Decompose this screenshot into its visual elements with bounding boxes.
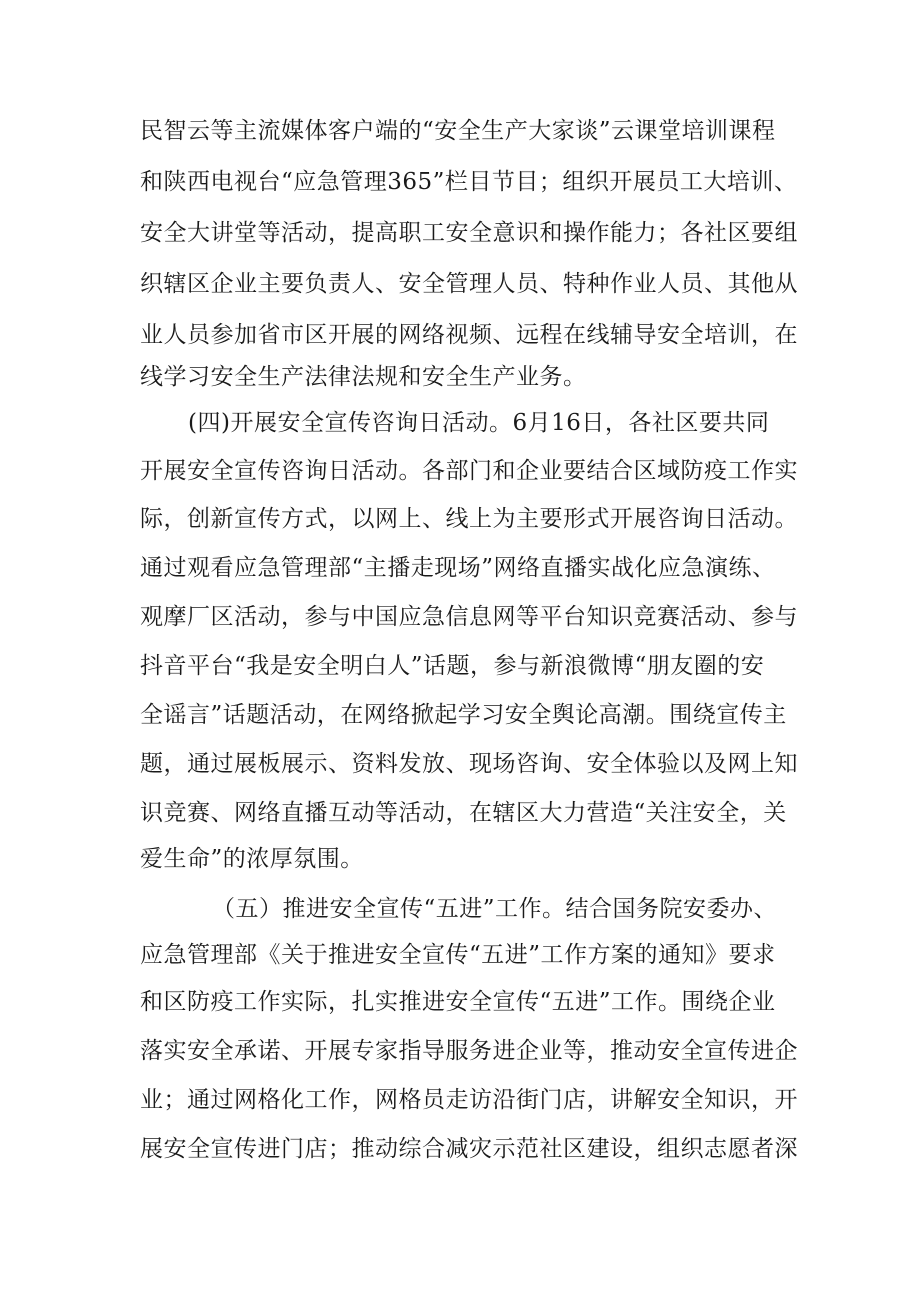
- text-line: 观摩厂区活动，参与中国应急信息网等平台知识竞赛活动、参与: [140, 604, 798, 630]
- text-line: 业人员参加省市区开展的网络视频、远程在线辅导安全培训，在: [140, 322, 798, 348]
- text-line: 线学习安全生产法律法规和安全生产业务。: [140, 364, 587, 390]
- text-line: 展安全宣传进门店；推动综合减灾示范社区建设，组织志愿者深: [140, 1136, 798, 1162]
- text-line: 和陕西电视台“应急管理365”栏目节目；组织开展员工大培训、: [140, 169, 798, 195]
- text-line: 题，通过展板展示、资料发放、现场咨询、安全体验以及网上知: [140, 751, 798, 777]
- text-line: 落实安全承诺、开展专家指导服务进企业等，推动安全宣传进企: [140, 1038, 798, 1064]
- section-heading-5: （五）推进安全宣传“五进”工作。结合国务院安委办、: [212, 896, 778, 922]
- text-line: 和区防疫工作实际，扎实推进安全宣传“五进”工作。围绕企业: [140, 989, 776, 1015]
- text-line: 际，创新宣传方式，以网上、线上为主要形式开展咨询日活动。: [140, 506, 798, 532]
- text-line: 安全大讲堂等活动，提高职工安全意识和操作能力；各社区要组: [140, 220, 798, 246]
- section-heading-4: (四)开展安全宣传咨询日活动。6月16日，各社区要共同: [188, 410, 770, 436]
- text-line: 识竞赛、网络直播互动等活动，在辖区大力营造“关注安全，关: [140, 800, 787, 826]
- text-line: 抖音平台“我是安全明白人”话题，参与新浪微博“朋友圈的安: [140, 653, 765, 679]
- text-line: 爱生命”的浓厚氛围。: [140, 846, 364, 872]
- text-line: 开展安全宣传咨询日活动。各部门和企业要结合区域防疫工作实: [140, 458, 798, 484]
- text-line: 全谣言”话题活动，在网络掀起学习安全舆论高潮。围绕宣传主: [140, 702, 787, 728]
- text-line: 通过观看应急管理部“主播走现场”网络直播实战化应急演练、: [140, 555, 776, 581]
- text-line: 应急管理部《关于推进安全宣传“五进”工作方案的通知》要求: [140, 942, 776, 968]
- text-line: 织辖区企业主要负责人、安全管理人员、特种作业人员、其他从: [140, 271, 798, 297]
- text-line: 民智云等主流媒体客户端的“安全生产大家谈”云课堂培训课程: [140, 118, 776, 144]
- text-line: 业；通过网格化工作，网格员走访沿街门店，讲解安全知识，开: [140, 1087, 798, 1113]
